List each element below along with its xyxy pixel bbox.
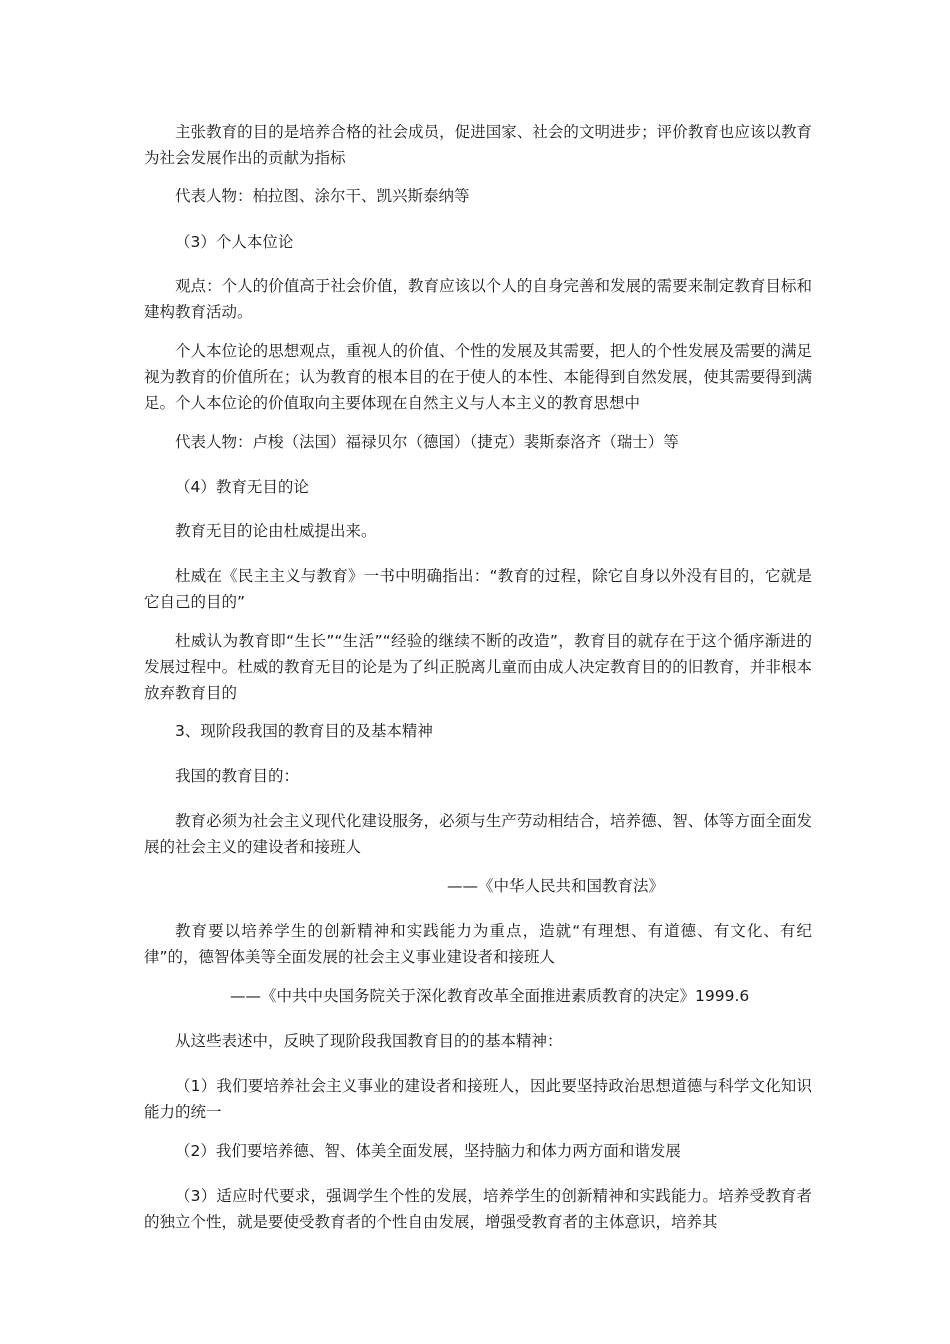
paragraph-dewey-quote: 杜威在《民主主义与教育》一书中明确指出：“教育的过程，除它自身以外没有目的，它就是它自己的目的”: [144, 567, 812, 611]
paragraph-innovation-aim: 教育要以培养学生的创新精神和实践能力为重点，造就“有理想、有道德、有文化、有纪律”的，德智体美等全面发展的社会主义事业建设者和接班人: [144, 922, 812, 966]
paragraph-education-law-aim: 教育必须为社会主义现代化建设服务，必须与生产劳动相结合，培养德、智、体等方面全面发展的社会主义的建设者和接班人: [144, 812, 812, 856]
paragraph-social-standard-view: 主张教育的目的是培养合格的社会成员，促进国家、社会的文明进步；评价教育也应该以教育为社会发展作出的贡献为指标: [144, 123, 812, 167]
citation-decision-1999: ——《中共中央国务院关于深化教育改革全面推进素质教育的决定》1999.6: [230, 987, 750, 1005]
paragraph-individual-representatives: 代表人物：卢梭（法国）福禄贝尔（德国）（捷克）裴斯泰洛齐（瑞士）等: [175, 433, 679, 451]
heading-no-aim-theory: （4）教育无目的论: [175, 478, 309, 496]
paragraph-our-aims-label: 我国的教育目的：: [175, 767, 300, 785]
paragraph-spirit-1: （1）我们要培养社会主义事业的建设者和接班人，因此要坚持政治思想道德与科学文化知识能力的统一: [144, 1077, 812, 1121]
paragraph-individual-viewpoint: 观点：个人的价值高于社会价值，教育应该以个人的自身完善和发展的需要来制定教育目标和建构教育活动。: [144, 277, 812, 321]
paragraph-dewey-growth: 杜威认为教育即“生长”“生活”“经验的继续不断的改造”，教育目的就存在于这个循序渐进的发展过程中。杜威的教育无目的论是为了纠正脱离儿童而由成人决定教育目的的旧教育，并非根本放弃教育目的: [144, 632, 812, 702]
paragraph-social-representatives: 代表人物：柏拉图、涂尔干、凯兴斯泰纳等: [175, 187, 470, 205]
paragraph-basic-spirit-intro: 从这些表述中，反映了现阶段我国教育目的的基本精神：: [175, 1032, 563, 1050]
heading-individual-standard: （3）个人本位论: [175, 233, 294, 251]
heading-current-aims: 3、现阶段我国的教育目的及基本精神: [175, 722, 433, 740]
paragraph-individual-explanation: 个人本位论的思想观点，重视人的价值、个性的发展及其需要，把人的个性发展及需要的满足视为教育的价值所在；认为教育的根本目的在于使人的本性、本能得到自然发展，使其需要得到满足。个人本位论的价值取向主要体现在自然主义与人本主义的教育思想中: [144, 342, 812, 412]
paragraph-dewey-proposed: 教育无目的论由杜威提出来。: [175, 522, 377, 540]
paragraph-spirit-3: （3）适应时代要求，强调学生个性的发展，培养学生的创新精神和实践能力。培养受教育者的独立个性，就是要使受教育者的个性自由发展，增强受教育者的主体意识，培养其: [144, 1187, 812, 1231]
citation-education-law: ——《中华人民共和国教育法》: [447, 877, 665, 895]
paragraph-spirit-2: （2）我们要培养德、智、体美全面发展，坚持脑力和体力两方面和谐发展: [175, 1142, 681, 1160]
